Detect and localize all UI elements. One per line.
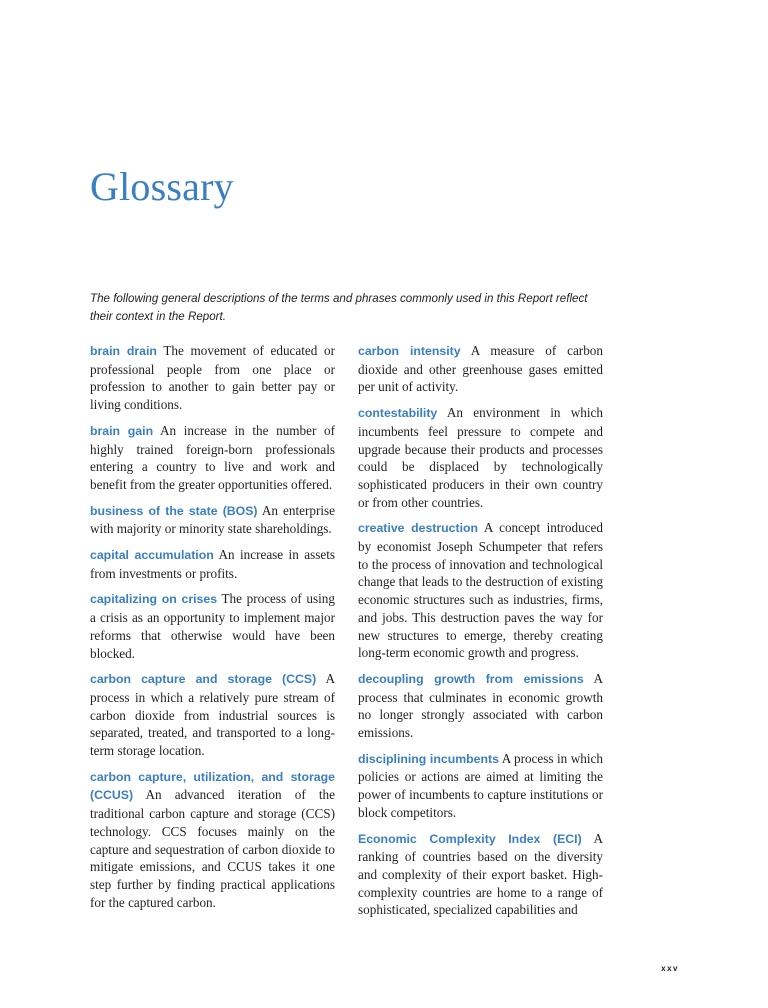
glossary-term: Economic Complexity Index (ECI) — [358, 831, 582, 846]
glossary-definition: The movement of educated or professional people from one place or profession to another to gain better pay or living conditions. — [90, 343, 336, 413]
glossary-entry — [90, 422, 335, 494]
glossary-definition: A process that culminates in economic growth no longer strongly associated with carbon emissions. — [358, 670, 604, 741]
glossary-term: business of the state (BOS) — [90, 503, 258, 518]
glossary-entry — [358, 404, 603, 511]
glossary-entry — [358, 519, 603, 662]
glossary-definition: An increase in the number of highly trained foreign-born professionals entering a country to live and work and benefit from the greater opportunities offered. — [90, 422, 335, 492]
glossary-definition: A ranking of countries based on the diversity and complexity of their export basket. High-complexity countries are home to a range of sophisticated, specialized capabilities and — [358, 830, 603, 918]
glossary-entry — [90, 342, 335, 414]
glossary-column-left — [90, 342, 335, 919]
glossary-definition: A concept introduced by economist Joseph Schumpeter that refers to the process of innovation and technological change that leads to the destruction of existing economic structures such as industries, firms, and jobs. This destruction paves the way for new structures to emerge, thereby creating long-term economic growth and progress. — [358, 520, 603, 661]
glossary-definition: An advanced iteration of the traditional carbon capture and storage (CCS) technology. CCS focuses mainly on the capture and sequestration of carbon dioxide to mitigate emissions, and CCUS takes it one step further by finding practical applications for the captured carbon. — [90, 787, 335, 910]
glossary-definition: The process of using a crisis as an opportunity to implement major reforms that otherwise would have been blocked. — [90, 591, 335, 661]
glossary-entry — [90, 768, 335, 912]
glossary-entry — [358, 830, 603, 920]
glossary-term: creative destruction — [358, 521, 479, 536]
glossary-term: contestability — [358, 406, 438, 421]
glossary-definition: An enterprise with majority or minority state shareholdings. — [90, 502, 335, 537]
glossary-term: decoupling growth from emissions — [358, 671, 584, 686]
glossary-entry — [90, 546, 335, 582]
glossary-column-right — [358, 342, 603, 927]
glossary-term: disciplining incumbents — [358, 751, 499, 766]
glossary-term: capital accumulation — [90, 548, 214, 563]
glossary-entry — [90, 590, 335, 662]
page-number: xxv — [661, 964, 679, 973]
glossary-definition: An increase in assets from investments or profits. — [90, 547, 335, 581]
glossary-entry — [358, 342, 603, 396]
glossary-entry — [358, 750, 603, 822]
glossary-term: brain drain — [90, 344, 157, 358]
glossary-term: brain gain — [90, 423, 154, 438]
glossary-intro: The following general descriptions of the terms and phrases commonly used in this Report reflect their context in the Report. — [90, 292, 588, 323]
glossary-definition: A measure of carbon dioxide and other greenhouse gases emitted per unit of activity. — [358, 343, 603, 395]
glossary-definition: A process in which a relatively pure stream of carbon dioxide from industrial sources is separated, treated, and transported to a long-term storage location. — [90, 671, 335, 759]
glossary-term: carbon intensity — [358, 344, 461, 358]
glossary-entry — [90, 502, 335, 538]
glossary-definition: A process in which policies or actions are aimed at limiting the power of incumbents to capture institutions or block competitors. — [358, 750, 603, 820]
page-title: Glossary — [90, 164, 234, 209]
glossary-term: carbon capture, utilization, and storage (CCUS) — [90, 769, 335, 803]
glossary-term: carbon capture and storage (CCS) — [90, 672, 317, 687]
glossary-definition: An environment in which incumbents feel pressure to compete and upgrade because their products and processes could be displaced by technologically sophisticated producers in their own country or from other countries. — [358, 405, 603, 510]
glossary-entry — [90, 670, 335, 760]
glossary-entry — [358, 670, 603, 742]
glossary-term: capitalizing on crises — [90, 592, 218, 607]
